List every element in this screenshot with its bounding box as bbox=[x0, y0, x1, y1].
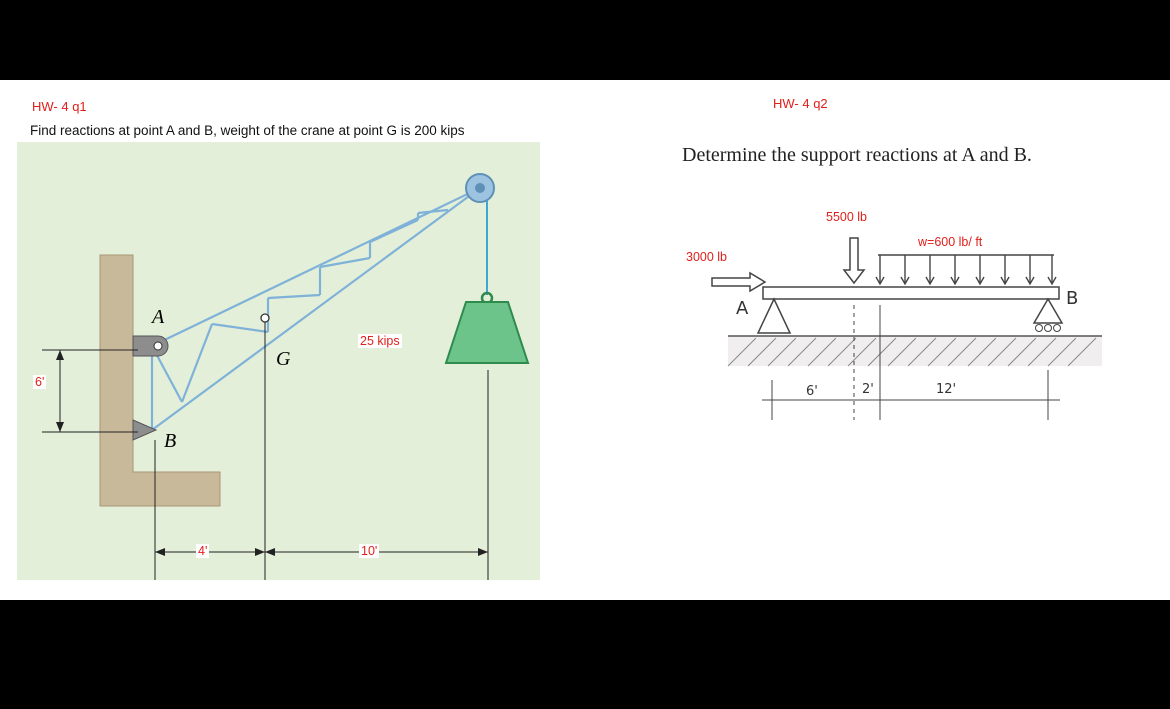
horizontal-force-arrow bbox=[712, 273, 765, 291]
q2-prompt: Determine the support reactions at A and B. bbox=[682, 144, 1032, 166]
label-load: 25 kips bbox=[360, 334, 400, 348]
beam-drawing bbox=[0, 80, 1170, 600]
label-dim-6ft-beam: 6' bbox=[806, 384, 818, 399]
distributed-load-arrows bbox=[876, 255, 1056, 284]
label-force-5500: 5500 lb bbox=[826, 210, 868, 224]
label-dim-4ft: 4' bbox=[198, 544, 208, 558]
q1-title: HW- 4 q1 bbox=[32, 99, 87, 114]
homework-slide bbox=[0, 80, 1170, 600]
label-point-A: A bbox=[152, 306, 165, 328]
beam bbox=[763, 287, 1059, 299]
pin-support-A-beam bbox=[758, 299, 790, 333]
label-distributed-load: w=600 lb/ ft bbox=[918, 235, 983, 249]
roller-support-B bbox=[1034, 299, 1062, 323]
ground-hatching bbox=[728, 336, 1102, 366]
label-point-B: B bbox=[164, 430, 177, 452]
label-support-B: B bbox=[1066, 288, 1079, 309]
label-dim-12ft-beam: 12' bbox=[936, 382, 957, 397]
label-dim-6ft: 6' bbox=[35, 375, 45, 389]
q1-prompt: Find reactions at point A and B, weight of the crane at point G is 200 kips bbox=[30, 123, 465, 138]
label-point-G: G bbox=[276, 348, 291, 370]
label-dim-2ft-beam: 2' bbox=[862, 382, 874, 397]
point-load-arrow bbox=[844, 238, 864, 283]
label-dim-10ft: 10' bbox=[361, 544, 378, 558]
label-force-3000: 3000 lb bbox=[686, 250, 728, 264]
q2-title: HW- 4 q2 bbox=[773, 96, 828, 111]
label-support-A: A bbox=[736, 298, 749, 319]
